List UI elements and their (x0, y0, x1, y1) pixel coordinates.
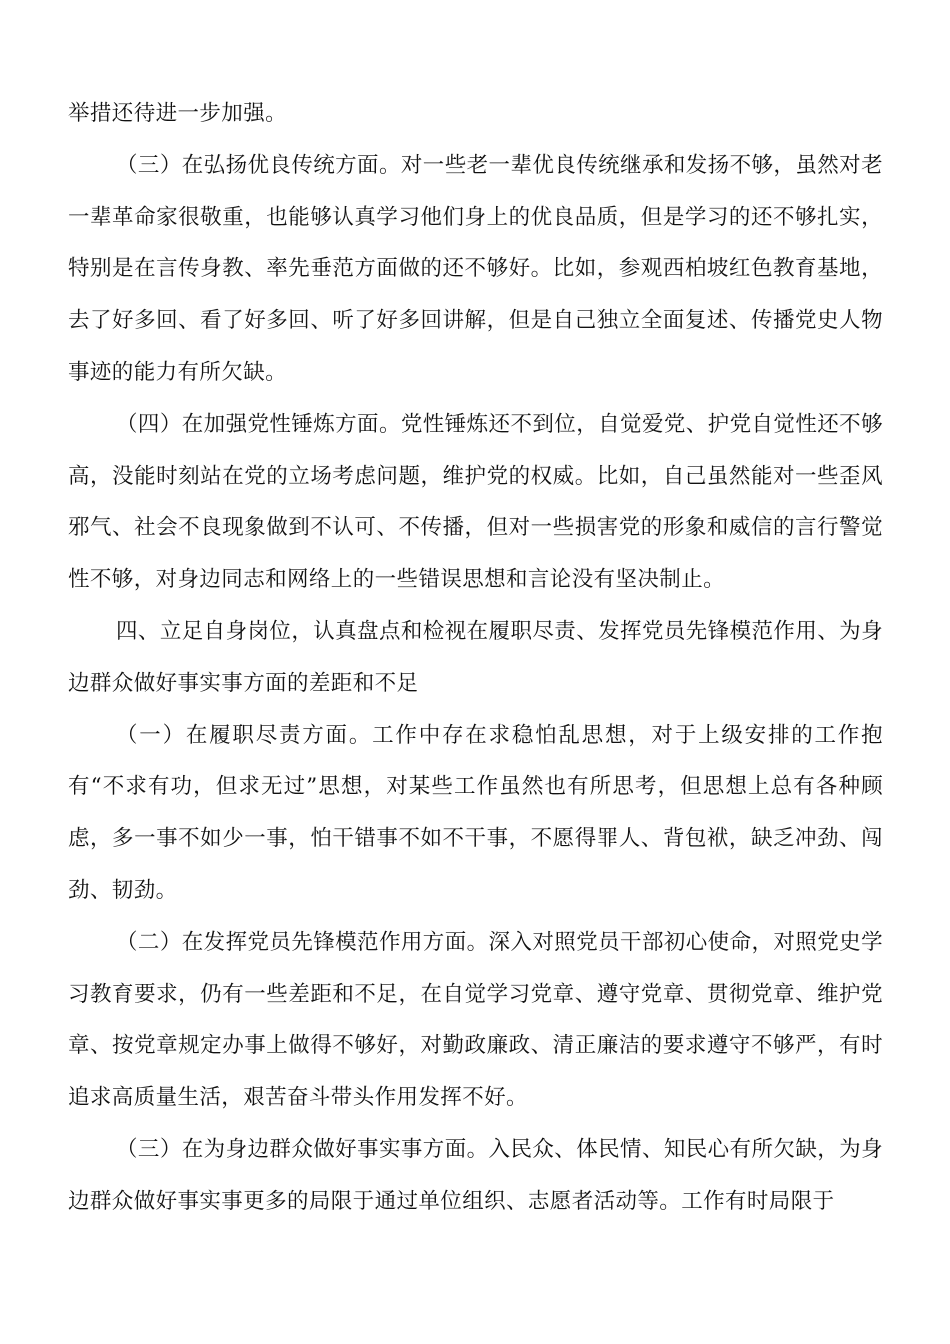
section-heading-4: 四、立足自身岗位，认真盘点和检视在履职尽责、发挥党员先锋模范作用、为身边群众做好事实事方面的差距和不足 (68, 618, 883, 696)
paragraph-continuation: 举措还待进一步加强。 (68, 101, 288, 126)
paragraph-vanguard-role: （二）在发挥党员先锋模范作用方面。深入对照党员干部初心使命，对照党史学习教育要求，仍有一些差距和不足，在自觉学习党章、遵守党章、贯彻党章、维护党章、按党章规定办事上做得不够好，对勤政廉政、清正廉洁的要求遵守不够严，有时追求高质量生活，艰苦奋斗带头作用发挥不好。 (68, 929, 883, 1111)
paragraph-serving-masses: （三）在为身边群众做好事实事方面。入民众、体民情、知民心有所欠缺，为身边群众做好事实事更多的局限于通过单位组织、志愿者活动等。工作有时局限于 (68, 1136, 883, 1214)
document-body (68, 88, 883, 1228)
paragraph-section-4-party-spirit: （四）在加强党性锤炼方面。党性锤炼还不到位，自觉爱党、护党自觉性还不够高，没能时刻站在党的立场考虑问题，维护党的权威。比如，自己虽然能对一些歪风邪气、社会不良现象做到不认可、不传播，但对一些损害党的形象和威信的言行警觉性不够，对身边同志和网络上的一些错误思想和言论没有坚决制止。 (68, 411, 883, 593)
paragraph-duty: （一）在履职尽责方面。工作中存在求稳怕乱思想，对于上级安排的工作抱有“不求有功，但求无过”思想，对某些工作虽然也有所思考，但思想上总有各种顾虑，多一事不如少一事，怕干错事不如不干事，不愿得罪人、背包袱，缺乏冲劲、闯劲、韧劲。 (68, 722, 883, 903)
paragraph-section-3-tradition: （三）在弘扬优良传统方面。对一些老一辈优良传统继承和发扬不够，虽然对老一辈革命家很敬重，也能够认真学习他们身上的优良品质，但是学习的还不够扎实，特别是在言传身教、率先垂范方面做的还不够好。比如，参观西柏坡红色教育基地，去了好多回、看了好多回、听了好多回讲解，但是自己独立全面复述、传播党史人物事迹的能力有所欠缺。 (68, 152, 883, 385)
